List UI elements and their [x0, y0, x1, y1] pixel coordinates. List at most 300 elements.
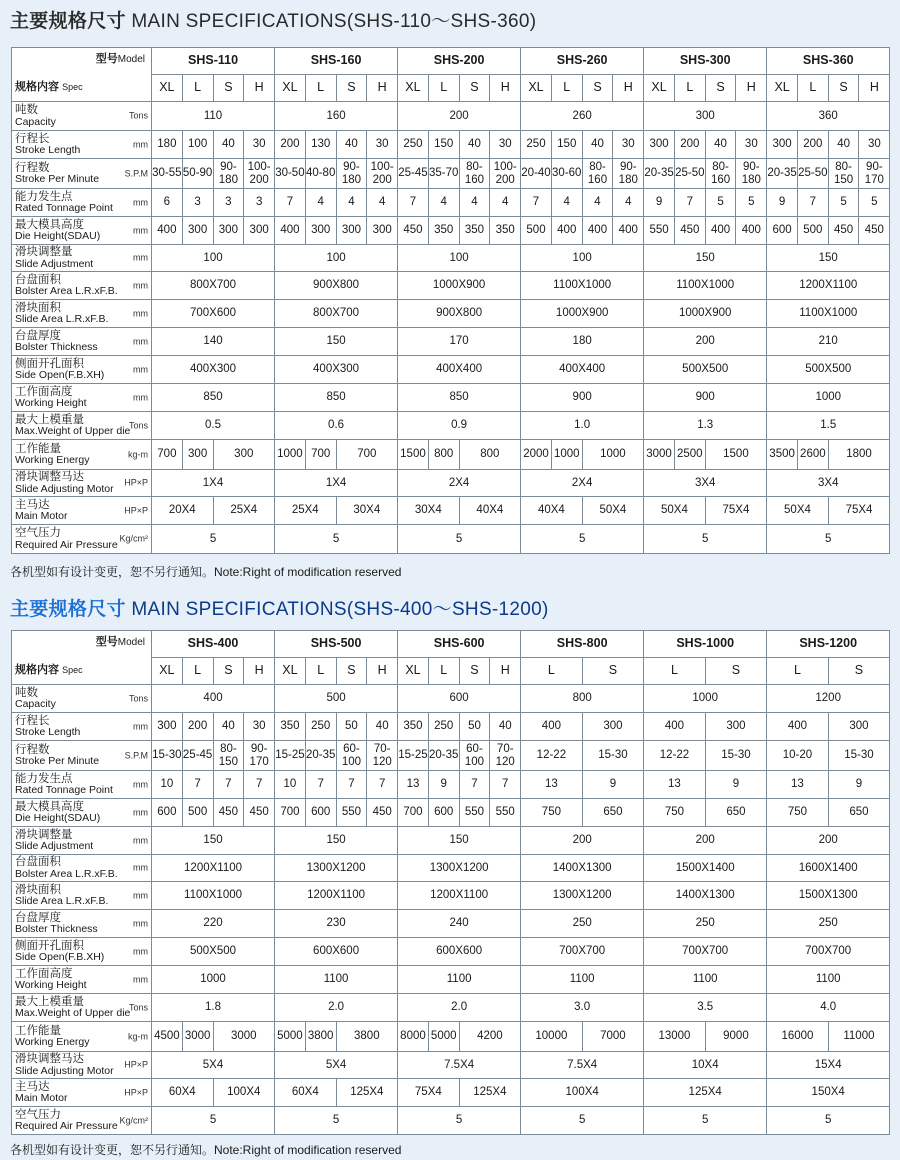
- spec-value: 350: [428, 217, 459, 245]
- spec-row: [12, 272, 890, 300]
- spec-value: 13000: [644, 1022, 706, 1052]
- spec-label-cell: [12, 994, 152, 1022]
- spec-value: 9: [582, 771, 644, 799]
- spec-value: 7: [490, 771, 521, 799]
- spec-row: [12, 855, 890, 882]
- variant-header: L: [182, 658, 213, 685]
- spec-row: [12, 102, 890, 131]
- spec-value: 4: [490, 189, 521, 217]
- spec-value: 4: [459, 189, 490, 217]
- corner-spec-cn: 规格内容: [15, 664, 59, 677]
- spec-value: 13: [644, 771, 706, 799]
- spec-value: 12-22: [521, 741, 583, 771]
- variant-header: L: [644, 658, 706, 685]
- spec-label-cn: 侧面开孔面积: [15, 939, 84, 952]
- spec-value: 150: [644, 245, 767, 272]
- spec-value: 100: [152, 245, 275, 272]
- spec-value: 230: [275, 910, 398, 938]
- spec-value: 600: [305, 799, 336, 827]
- spec-unit: Tons: [128, 420, 148, 430]
- spec-value: 500: [521, 217, 552, 245]
- spec-value: 40: [705, 131, 736, 159]
- spec-value: 400: [644, 713, 706, 741]
- spec-value: 4: [367, 189, 398, 217]
- variant-header: H: [613, 75, 644, 102]
- spec-value: 150X4: [767, 1079, 890, 1107]
- spec-value: 1000: [767, 384, 890, 412]
- spec-value: 50X4: [767, 497, 829, 525]
- variant-header: S: [828, 658, 890, 685]
- spec-value: 300: [305, 217, 336, 245]
- spec-value: 1.0: [521, 412, 644, 440]
- spec-value: 350: [459, 217, 490, 245]
- spec-label-cn: 台盘厚度: [15, 911, 61, 924]
- spec-value: 7000: [582, 1022, 644, 1052]
- spec-value: 210: [767, 328, 890, 356]
- spec-value: 700: [398, 799, 429, 827]
- model-header: SHS-400: [152, 631, 275, 658]
- spec-value: 70-120: [367, 741, 398, 771]
- spec-value: 90-180: [613, 159, 644, 189]
- spec-value: 5X4: [275, 1052, 398, 1079]
- spec-label-en: Side Open(F.B.XH): [15, 369, 105, 381]
- spec-value: 250: [398, 131, 429, 159]
- spec-value: 250: [767, 910, 890, 938]
- section2-title-en: MAIN SPECIFICATIONS(SHS-400～SHS-1200): [131, 599, 549, 620]
- spec-label-en: Required Air Pressure: [15, 1120, 118, 1132]
- variant-header: S: [213, 658, 244, 685]
- spec-label-cn: 台盘厚度: [15, 329, 61, 342]
- spec-value: 5: [767, 525, 890, 554]
- spec-value: 3000: [182, 1022, 213, 1052]
- spec-value: 250: [521, 131, 552, 159]
- spec-value: 125X4: [644, 1079, 767, 1107]
- variant-header: S: [213, 75, 244, 102]
- spec-value: 1X4: [152, 470, 275, 497]
- spec-value: 650: [582, 799, 644, 827]
- spec-row: [12, 159, 890, 189]
- spec-value: 40: [213, 131, 244, 159]
- spec-value: 40X4: [459, 497, 521, 525]
- spec-value: 450: [828, 217, 859, 245]
- spec-label-en: Max.Weight of Upper die: [15, 1007, 131, 1019]
- variant-header: S: [459, 75, 490, 102]
- spec-label-cn: 主马达: [15, 1080, 50, 1093]
- spec-value: 1.8: [152, 994, 275, 1022]
- corner-spec-en: Spec: [62, 665, 83, 676]
- spec-label-cell: [12, 1107, 152, 1135]
- spec-value: 1200X1100: [398, 882, 521, 910]
- spec-unit: HP×P: [124, 505, 148, 515]
- spec-value: 1000X900: [644, 300, 767, 328]
- spec-value: 1300X1200: [521, 882, 644, 910]
- section2-note: 各机型如有设计变更，恕不另行通知。Note:Right of modification reserved: [10, 1143, 402, 1157]
- spec-value: 300: [152, 713, 183, 741]
- spec-value: 500: [182, 799, 213, 827]
- spec-value: 2X4: [521, 470, 644, 497]
- spec-value: 15-25: [275, 741, 306, 771]
- spec-value: 1000: [582, 440, 644, 470]
- spec-row: [12, 1052, 890, 1079]
- spec-label-cell: [12, 771, 152, 799]
- spec-value: 450: [244, 799, 275, 827]
- spec-row: [12, 994, 890, 1022]
- spec-value: 750: [521, 799, 583, 827]
- spec-value: 4200: [459, 1022, 521, 1052]
- spec-value: 1500X1300: [767, 882, 890, 910]
- spec-value: 500X500: [767, 356, 890, 384]
- spec-value: 1000: [551, 440, 582, 470]
- spec-label-cell: [12, 741, 152, 771]
- spec-value: 80-150: [828, 159, 859, 189]
- spec-value: 50-90: [182, 159, 213, 189]
- spec-value: 5: [521, 1107, 644, 1135]
- spec-value: 100: [521, 245, 644, 272]
- variant-header: XL: [275, 658, 306, 685]
- spec-label-en: Slide Adjustment: [15, 840, 94, 852]
- spec-value: 550: [644, 217, 675, 245]
- spec-value: 100-200: [490, 159, 521, 189]
- spec-value: 650: [828, 799, 890, 827]
- spec-label-cell: [12, 497, 152, 525]
- spec-value: 900X800: [275, 272, 398, 300]
- spec-value: 5: [644, 525, 767, 554]
- spec-value: 30: [244, 713, 275, 741]
- spec-unit: mm: [133, 364, 148, 374]
- spec-label-en: Working Energy: [15, 1036, 90, 1048]
- spec-value: 250: [644, 910, 767, 938]
- spec-value: 75X4: [705, 497, 767, 525]
- spec-value: 850: [275, 384, 398, 412]
- spec-label-cn: 能力发生点: [15, 190, 73, 203]
- spec-value: 300: [336, 217, 367, 245]
- spec-value: 4.0: [767, 994, 890, 1022]
- spec-value: 800: [521, 685, 644, 713]
- spec-value: 5: [859, 189, 890, 217]
- spec-value: 60-100: [336, 741, 367, 771]
- spec-label-cn: 主马达: [15, 498, 50, 511]
- spec-value: 1800: [828, 440, 890, 470]
- spec-value: 9000: [705, 1022, 767, 1052]
- model-header: SHS-200: [398, 48, 521, 75]
- spec-value: 30-60: [551, 159, 582, 189]
- spec-value: 7: [182, 771, 213, 799]
- spec-value: 450: [398, 217, 429, 245]
- spec-value: 150: [428, 131, 459, 159]
- spec-label-cell: [12, 1022, 152, 1052]
- spec-label-en: Stroke Per Minute: [15, 173, 100, 185]
- spec-value: 60X4: [275, 1079, 337, 1107]
- spec-value: 40: [582, 131, 613, 159]
- spec-value: 1200X1100: [152, 855, 275, 882]
- spec-label-en: Main Motor: [15, 510, 68, 522]
- spec-value: 150: [275, 328, 398, 356]
- spec-unit: S.P.M: [124, 168, 148, 178]
- spec-label-cell: [12, 412, 152, 440]
- variant-header: H: [244, 658, 275, 685]
- spec-value: 5: [767, 1107, 890, 1135]
- spec-value: 5: [152, 1107, 275, 1135]
- spec-value: 60-100: [459, 741, 490, 771]
- spec-label-cell: [12, 938, 152, 966]
- spec-value: 800: [428, 440, 459, 470]
- spec-label-en: Rated Tonnage Point: [15, 784, 113, 796]
- spec-value: 150: [551, 131, 582, 159]
- spec-value: 90-180: [213, 159, 244, 189]
- spec-value: 200: [644, 827, 767, 855]
- spec-value: 250: [521, 910, 644, 938]
- spec-unit: mm: [133, 197, 148, 207]
- spec-unit: HP×P: [124, 477, 148, 488]
- spec-value: 550: [336, 799, 367, 827]
- spec-value: 1200X1100: [275, 882, 398, 910]
- spec-value: 7: [213, 771, 244, 799]
- spec-value: 400: [705, 217, 736, 245]
- spec-value: 700: [275, 799, 306, 827]
- variant-header: L: [797, 75, 828, 102]
- spec-value: 100-200: [367, 159, 398, 189]
- variant-header: S: [828, 75, 859, 102]
- spec-label-cn: 最大模具高度: [15, 218, 84, 231]
- spec-value: 80-160: [582, 159, 613, 189]
- spec-label-cn: 能力发生点: [15, 772, 73, 785]
- spec-value: 1600X1400: [767, 855, 890, 882]
- spec-value: 5: [275, 1107, 398, 1135]
- spec-label-en: Capacity: [15, 698, 56, 710]
- spec-value: 30: [736, 131, 767, 159]
- spec-label-cn: 行程数: [15, 743, 50, 756]
- variant-header: L: [305, 75, 336, 102]
- spec-label-en: Rated Tonnage Point: [15, 202, 113, 214]
- spec-value: 50X4: [582, 497, 644, 525]
- spec-value: 110: [152, 102, 275, 131]
- spec-row: [12, 1022, 890, 1052]
- spec-value: 90-170: [859, 159, 890, 189]
- variant-header: L: [767, 658, 829, 685]
- spec-value: 7: [459, 771, 490, 799]
- spec-label-cell: [12, 882, 152, 910]
- spec-label-en: Bolster Area L.R.xF.B.: [15, 285, 118, 297]
- variant-header: L: [428, 658, 459, 685]
- variant-header: XL: [152, 75, 183, 102]
- spec-value: 1400X1300: [521, 855, 644, 882]
- variant-header: L: [551, 75, 582, 102]
- spec-label-cn: 吨数: [15, 686, 38, 699]
- spec-value: 30: [367, 131, 398, 159]
- spec-value: 300: [182, 440, 213, 470]
- spec-value: 300: [367, 217, 398, 245]
- spec-value: 350: [275, 713, 306, 741]
- spec-unit: mm: [133, 890, 148, 900]
- spec-label-cell: [12, 525, 152, 554]
- spec-value: 15-25: [398, 741, 429, 771]
- spec-value: 900: [644, 384, 767, 412]
- spec-value: 600: [767, 217, 798, 245]
- spec-label-cn: 最大模具高度: [15, 800, 84, 813]
- model-header: SHS-500: [275, 631, 398, 658]
- spec-value: 1000: [275, 440, 306, 470]
- spec-value: 40: [828, 131, 859, 159]
- variant-header: XL: [521, 75, 552, 102]
- corner-spec-label: [15, 82, 83, 94]
- spec-value: 2X4: [398, 470, 521, 497]
- spec-row: [12, 384, 890, 412]
- spec-value: 7: [398, 189, 429, 217]
- spec-value: 200: [398, 102, 521, 131]
- spec-row: [12, 1079, 890, 1107]
- spec-value: 15-30: [705, 741, 767, 771]
- spec-table-2: [11, 630, 890, 1135]
- spec-label-cell: [12, 384, 152, 412]
- spec-value: 3000: [213, 1022, 275, 1052]
- variant-header: S: [705, 658, 767, 685]
- corner-model-en: Model: [117, 54, 145, 65]
- spec-value: 1.3: [644, 412, 767, 440]
- spec-value: 5000: [428, 1022, 459, 1052]
- spec-value: 5: [152, 525, 275, 554]
- spec-row: [12, 882, 890, 910]
- spec-value: 250: [428, 713, 459, 741]
- spec-value: 300: [244, 217, 275, 245]
- spec-value: 1100: [521, 966, 644, 994]
- spec-value: 40: [213, 713, 244, 741]
- spec-value: 150: [767, 245, 890, 272]
- spec-row: [12, 328, 890, 356]
- spec-unit: Tons: [128, 1002, 148, 1012]
- spec-value: 30: [490, 131, 521, 159]
- spec-value: 9: [428, 771, 459, 799]
- spec-label-cn: 最大上模重量: [15, 413, 84, 426]
- spec-value: 1100X1000: [767, 300, 890, 328]
- spec-value: 3000: [644, 440, 675, 470]
- spec-label-cn: 工作面高度: [15, 385, 73, 398]
- spec-row: [12, 189, 890, 217]
- spec-value: 5: [398, 525, 521, 554]
- spec-value: 100: [182, 131, 213, 159]
- spec-value: 150: [398, 827, 521, 855]
- spec-value: 10: [152, 771, 183, 799]
- spec-value: 90-170: [244, 741, 275, 771]
- spec-value: 1200X1100: [767, 272, 890, 300]
- spec-value: 3.5: [644, 994, 767, 1022]
- spec-value: 8000: [398, 1022, 429, 1052]
- variant-header: XL: [767, 75, 798, 102]
- spec-value: 3: [213, 189, 244, 217]
- spec-value: 1100: [275, 966, 398, 994]
- spec-label-cell: [12, 713, 152, 741]
- section2-title-cn: 主要规格尺寸: [10, 599, 126, 620]
- spec-value: 1100X1000: [152, 882, 275, 910]
- spec-value: 200: [644, 328, 767, 356]
- spec-value: 10000: [521, 1022, 583, 1052]
- spec-value: 1300X1200: [398, 855, 521, 882]
- spec-value: 30X4: [398, 497, 460, 525]
- model-header: SHS-800: [521, 631, 644, 658]
- section1-title-cn: 主要规格尺寸: [10, 11, 126, 32]
- spec-value: 1.5: [767, 412, 890, 440]
- spec-row: [12, 685, 890, 713]
- spec-value: 13: [521, 771, 583, 799]
- spec-value: 40: [459, 131, 490, 159]
- spec-row: [12, 356, 890, 384]
- spec-value: 200: [275, 131, 306, 159]
- spec-value: 1300X1200: [275, 855, 398, 882]
- spec-label-cn: 吨数: [15, 104, 38, 116]
- spec-value: 300: [644, 131, 675, 159]
- spec-row: [12, 938, 890, 966]
- spec-label-cn: 滑块调整量: [15, 828, 73, 841]
- spec-label-cn: 滑块调整马达: [15, 1053, 84, 1065]
- variant-header: L: [428, 75, 459, 102]
- spec-value: 4: [551, 189, 582, 217]
- spec-value: 2500: [674, 440, 705, 470]
- spec-unit: kg-m: [128, 1031, 148, 1041]
- spec-value: 15-30: [582, 741, 644, 771]
- spec-value: 0.6: [275, 412, 398, 440]
- spec-value: 750: [644, 799, 706, 827]
- spec-label-en: Stroke Per Minute: [15, 755, 100, 767]
- spec-value: 400X400: [521, 356, 644, 384]
- spec-value: 5: [398, 1107, 521, 1135]
- spec-label-en: Slide Area L.R.xF.B.: [15, 895, 109, 907]
- spec-unit: mm: [133, 252, 148, 263]
- spec-value: 200: [674, 131, 705, 159]
- spec-value: 550: [490, 799, 521, 827]
- spec-label-en: Side Open(F.B.XH): [15, 951, 105, 963]
- spec-value: 20X4: [152, 497, 214, 525]
- spec-row: [12, 910, 890, 938]
- spec-value: 20-35: [305, 741, 336, 771]
- spec-value: 13: [767, 771, 829, 799]
- spec-value: 5: [705, 189, 736, 217]
- spec-value: 7: [797, 189, 828, 217]
- spec-value: 30-55: [152, 159, 183, 189]
- spec-unit: mm: [133, 807, 148, 817]
- spec-unit: Tons: [128, 693, 148, 703]
- spec-value: 800X700: [275, 300, 398, 328]
- variant-header: XL: [398, 75, 429, 102]
- spec-value: 20-35: [428, 741, 459, 771]
- spec-unit: Kg/cm²: [119, 533, 148, 544]
- variant-header: H: [367, 658, 398, 685]
- spec-unit: mm: [133, 918, 148, 928]
- spec-value: 700X600: [152, 300, 275, 328]
- spec-label-cell: [12, 217, 152, 245]
- spec-row: [12, 1107, 890, 1135]
- model-header: SHS-160: [275, 48, 398, 75]
- spec-value: 40: [336, 131, 367, 159]
- spec-value: 1100: [398, 966, 521, 994]
- spec-value: 9: [767, 189, 798, 217]
- variant-header: L: [182, 75, 213, 102]
- spec-row: [12, 217, 890, 245]
- spec-value: 15-30: [828, 741, 890, 771]
- spec-row: [12, 827, 890, 855]
- spec-value: 70-120: [490, 741, 521, 771]
- spec-value: 3X4: [644, 470, 767, 497]
- header-row-models: [12, 631, 890, 658]
- spec-label-en: Bolster Thickness: [15, 341, 98, 353]
- spec-value: 700X700: [521, 938, 644, 966]
- spec-unit: mm: [133, 392, 148, 402]
- spec-label-cell: [12, 356, 152, 384]
- spec-value: 700: [305, 440, 336, 470]
- spec-value: 4: [305, 189, 336, 217]
- spec-label-cn: 空气压力: [15, 527, 61, 539]
- spec-value: 40: [367, 713, 398, 741]
- variant-header: L: [305, 658, 336, 685]
- spec-value: 1000: [152, 966, 275, 994]
